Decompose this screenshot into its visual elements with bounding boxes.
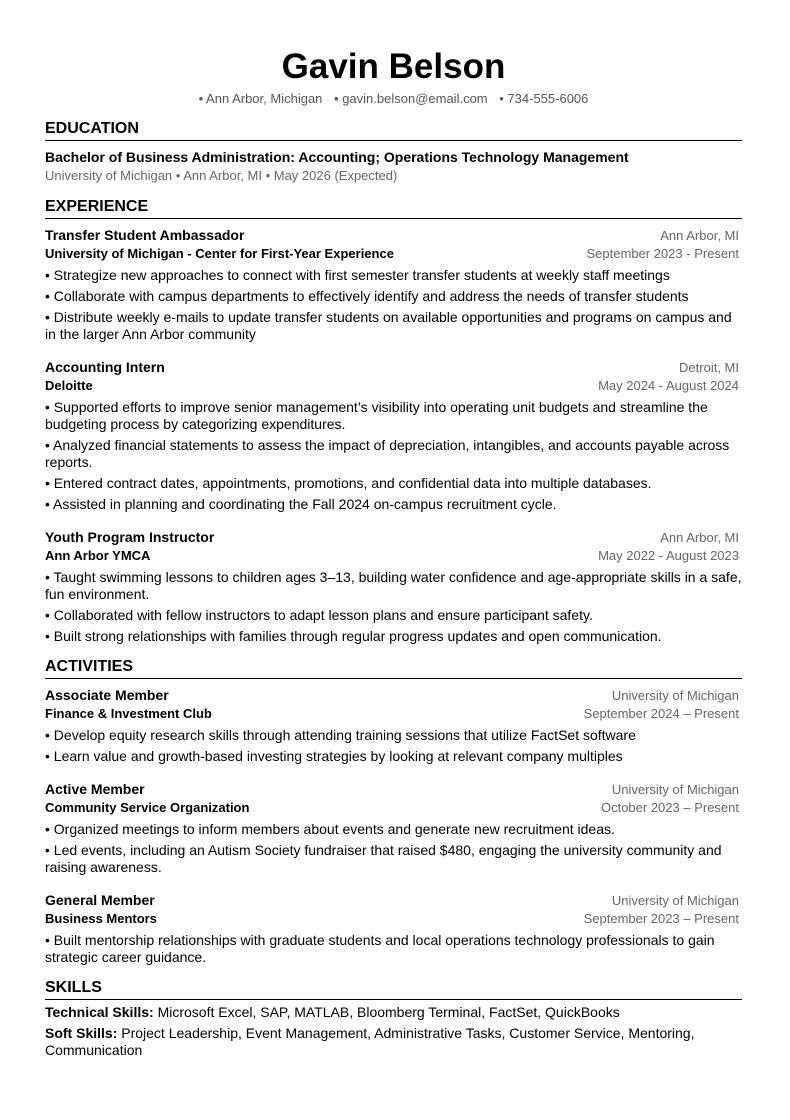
bullet-item: • Supported efforts to improve senior management’s visibility into operating unit budgets and streamline the budgeting process by categorizing expenditures. xyxy=(45,399,742,433)
section-title-skills: SKILLS xyxy=(45,978,742,1000)
experience-entry xyxy=(45,528,742,645)
bullet-item: • Distribute weekly e-mails to update transfer students on available opportunities and programs on campus and in the larger Ann Arbor community xyxy=(45,309,742,343)
experience-entry xyxy=(45,358,742,513)
entry-role: Accounting Intern xyxy=(45,359,165,375)
entry-org: Ann Arbor YMCA xyxy=(45,548,151,563)
experience-entry xyxy=(45,226,742,343)
entry-location: Detroit, MI xyxy=(679,360,739,375)
soft-skills-line xyxy=(45,1025,742,1059)
section-title-activities: ACTIVITIES xyxy=(45,657,742,679)
activity-entry xyxy=(45,686,742,765)
entry-location: Ann Arbor, MI xyxy=(660,228,739,243)
entry-bullets xyxy=(45,727,742,765)
entry-role: General Member xyxy=(45,892,155,908)
skills-section xyxy=(45,978,742,1059)
entry-org: Finance & Investment Club xyxy=(45,706,212,721)
technical-skills-line xyxy=(45,1004,742,1021)
contact-line xyxy=(45,91,742,107)
bullet-item: • Built mentorship relationships with graduate students and local operations technology professionals to gain strategic career guidance. xyxy=(45,932,742,966)
bullet-item: • Analyzed financial statements to assess the impact of depreciation, intangibles, and accounts payable across reports. xyxy=(45,437,742,471)
bullet-item: • Organized meetings to inform members about events and generate new recruitment ideas. xyxy=(45,821,742,838)
activity-entry xyxy=(45,891,742,966)
bullet-item: • Taught swimming lessons to children ages 3–13, building water confidence and age-appropriate skills in a safe, fun environment. xyxy=(45,569,742,603)
bullet-item: • Collaborated with fellow instructors to adapt lesson plans and ensure participant safety. xyxy=(45,607,742,624)
entry-role: Youth Program Instructor xyxy=(45,529,215,545)
entry-location: Ann Arbor, MI xyxy=(660,530,739,545)
resume-name: Gavin Belson xyxy=(281,47,506,86)
soft-skills-value: Project Leadership, Event Management, Administrative Tasks, Customer Service, Mentoring, Communication xyxy=(45,1025,695,1058)
entry-dates: September 2023 - Present xyxy=(586,246,739,261)
entry-dates: October 2023 – Present xyxy=(600,800,739,815)
entry-role: Transfer Student Ambassador xyxy=(45,227,245,243)
bullet-item: • Develop equity research skills through attending training sessions that utilize FactSet software xyxy=(45,727,742,744)
education-meta: University of Michigan • Ann Arbor, MI • May 2026 (Expected) xyxy=(45,168,398,183)
soft-skills-label: Soft Skills: xyxy=(45,1025,118,1041)
entry-bullets xyxy=(45,821,742,876)
contact-location: • Ann Arbor, Michigan xyxy=(198,91,323,106)
entry-bullets xyxy=(45,399,742,513)
entry-dates: May 2024 - August 2024 xyxy=(598,378,739,393)
entry-dates: September 2024 – Present xyxy=(583,706,739,721)
entry-dates: May 2022 - August 2023 xyxy=(598,548,739,563)
contact-email: • gavin.belson@email.com xyxy=(334,91,488,106)
technical-skills-label: Technical Skills: xyxy=(45,1004,154,1020)
entry-org: Business Mentors xyxy=(45,911,157,926)
activities-section xyxy=(45,657,742,966)
technical-skills-value: Microsoft Excel, SAP, MATLAB, Bloomberg Terminal, FactSet, QuickBooks xyxy=(157,1004,620,1020)
contact-phone: • 734-555-6006 xyxy=(499,91,589,106)
entry-location: University of Michigan xyxy=(611,893,739,908)
section-title-experience: EXPERIENCE xyxy=(45,197,742,219)
entry-location: University of Michigan xyxy=(611,688,739,703)
entry-org: Deloitte xyxy=(45,378,93,393)
activity-entry xyxy=(45,780,742,876)
entry-bullets xyxy=(45,569,742,645)
bullet-item: • Assisted in planning and coordinating the Fall 2024 on-campus recruitment cycle. xyxy=(45,496,742,513)
entry-bullets xyxy=(45,267,742,343)
experience-section xyxy=(45,197,742,645)
education-degree: Bachelor of Business Administration: Accounting; Operations Technology Management xyxy=(45,149,629,165)
bullet-item: • Entered contract dates, appointments, promotions, and confidential data into multiple databases. xyxy=(45,475,742,492)
bullet-item: • Built strong relationships with families through regular progress updates and open communication. xyxy=(45,628,742,645)
bullet-item: • Led events, including an Autism Society fundraiser that raised $480, engaging the university community and raising awareness. xyxy=(45,842,742,876)
bullet-item: • Collaborate with campus departments to effectively identify and address the needs of transfer students xyxy=(45,288,742,305)
entry-dates: September 2023 – Present xyxy=(583,911,739,926)
education-section xyxy=(45,119,742,185)
entry-role: Associate Member xyxy=(45,687,169,703)
entry-org: University of Michigan - Center for First-Year Experience xyxy=(45,246,394,261)
section-title-education: EDUCATION xyxy=(45,119,742,141)
entry-bullets xyxy=(45,932,742,966)
entry-location: University of Michigan xyxy=(611,782,739,797)
entry-role: Active Member xyxy=(45,781,145,797)
bullet-item: • Strategize new approaches to connect with first semester transfer students at weekly staff meetings xyxy=(45,267,742,284)
entry-org: Community Service Organization xyxy=(45,800,250,815)
bullet-item: • Learn value and growth-based investing strategies by looking at relevant company multiples xyxy=(45,748,742,765)
